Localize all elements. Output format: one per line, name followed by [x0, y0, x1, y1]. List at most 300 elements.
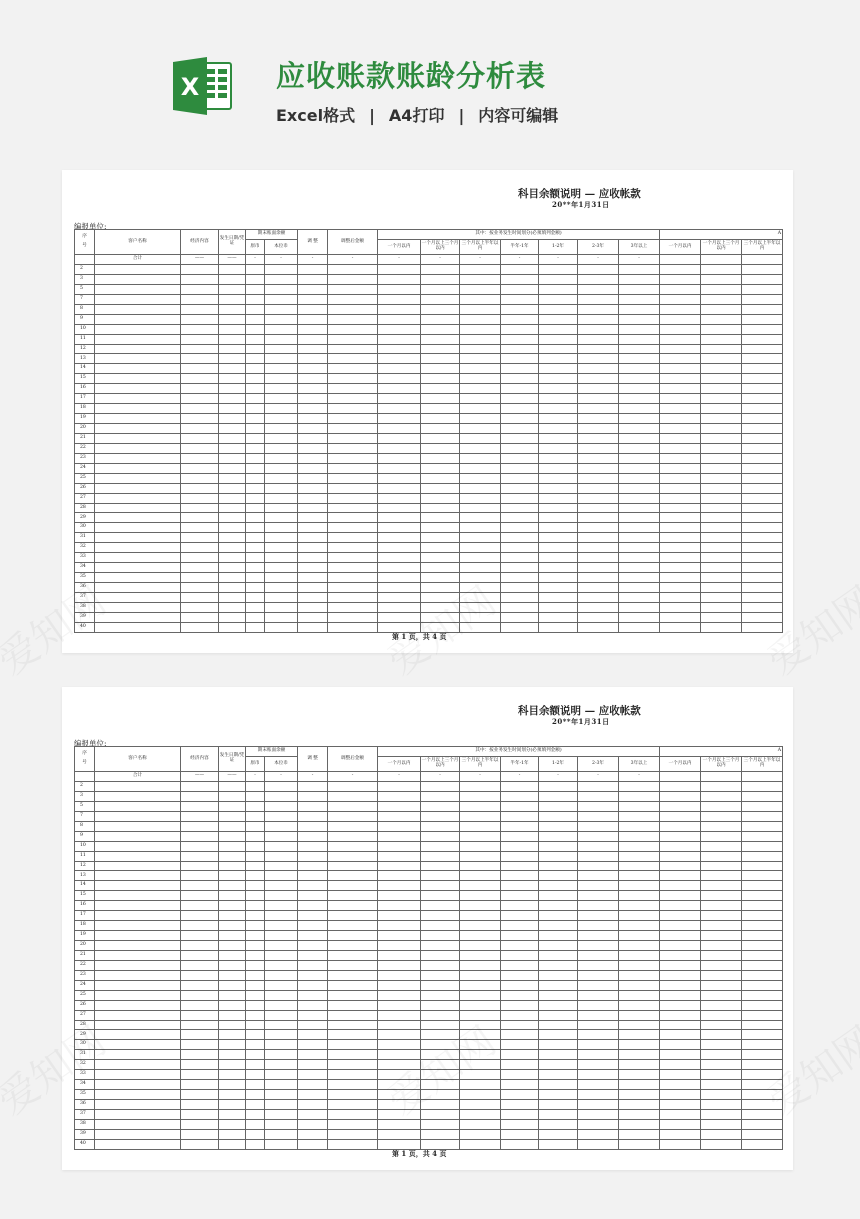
- table-cell: [181, 324, 219, 334]
- table-cell: [421, 1080, 460, 1090]
- table-cell: [378, 941, 421, 951]
- table-cell: [578, 414, 619, 424]
- table-cell: [328, 1040, 378, 1050]
- table-cell: [578, 483, 619, 493]
- table-cell: [298, 871, 328, 881]
- table-cell: [265, 265, 298, 275]
- table-cell: [578, 463, 619, 473]
- table-cell: [421, 622, 460, 632]
- table-cell: [181, 782, 219, 792]
- table-cell: [539, 424, 578, 434]
- table-cell: [378, 1080, 421, 1090]
- table-cell: [219, 1100, 246, 1110]
- table-cell: [328, 1139, 378, 1149]
- table-cell: [660, 871, 701, 881]
- table-cell: [421, 394, 460, 404]
- table-cell: [265, 782, 298, 792]
- table-cell: [701, 463, 742, 473]
- row-number: 35: [75, 573, 95, 583]
- table-cell: [219, 871, 246, 881]
- table-cell: [619, 354, 660, 364]
- table-cell: [460, 901, 501, 911]
- table-cell: [378, 503, 421, 513]
- table-cell: [501, 592, 539, 602]
- table-cell: [246, 1129, 265, 1139]
- table-cell: [181, 1010, 219, 1020]
- table-cell: [742, 791, 783, 801]
- table-cell: [95, 612, 181, 622]
- table-cell: [619, 533, 660, 543]
- table-cell: [246, 861, 265, 871]
- row-number: 39: [75, 1129, 95, 1139]
- table-cell: [539, 374, 578, 384]
- table-cell: [501, 543, 539, 553]
- table-cell: [660, 901, 701, 911]
- table-cell: [246, 324, 265, 334]
- table-cell: [501, 274, 539, 284]
- table-row: [75, 1139, 783, 1149]
- table-cell: [421, 602, 460, 612]
- table-cell: [701, 851, 742, 861]
- row-number: 11: [75, 334, 95, 344]
- table-cell: [298, 1070, 328, 1080]
- table-cell: [219, 861, 246, 871]
- table-cell: [181, 911, 219, 921]
- table-cell: [501, 811, 539, 821]
- table-cell: [660, 414, 701, 424]
- table-cell: [660, 394, 701, 404]
- table-cell: [742, 1000, 783, 1010]
- table-cell: [701, 543, 742, 553]
- sheet-date: 20**年1月31日: [552, 200, 610, 209]
- table-cell: [219, 384, 246, 394]
- table-cell: [328, 453, 378, 463]
- table-cell: [578, 1010, 619, 1020]
- table-cell: [219, 811, 246, 821]
- table-row: [75, 414, 783, 424]
- table-cell: [298, 463, 328, 473]
- table-cell: [378, 791, 421, 801]
- table-cell: [701, 583, 742, 593]
- table-cell: [421, 1139, 460, 1149]
- table-cell: [460, 1000, 501, 1010]
- table-cell: [460, 811, 501, 821]
- table-cell: [460, 344, 501, 354]
- row-number: 12: [75, 344, 95, 354]
- table-cell: [460, 1040, 501, 1050]
- table-row: [75, 791, 783, 801]
- table-cell: [246, 483, 265, 493]
- table-cell: [328, 891, 378, 901]
- table-cell: [460, 433, 501, 443]
- table-cell: [265, 931, 298, 941]
- table-cell: [298, 294, 328, 304]
- table-cell: [265, 563, 298, 573]
- table-cell: [219, 533, 246, 543]
- table-cell: [701, 901, 742, 911]
- table-cell: [265, 533, 298, 543]
- table-cell: [742, 811, 783, 821]
- table-cell: [660, 1060, 701, 1070]
- table-cell: [460, 384, 501, 394]
- table-cell: [265, 1070, 298, 1080]
- table-cell: [701, 404, 742, 414]
- table-cell: [95, 901, 181, 911]
- row-number: 12: [75, 861, 95, 871]
- table-cell: [619, 1020, 660, 1030]
- table-cell: [578, 1080, 619, 1090]
- table-cell: [539, 1000, 578, 1010]
- row-number: 10: [75, 324, 95, 334]
- table-row: [75, 881, 783, 891]
- table-cell: [539, 354, 578, 364]
- table-row: [75, 453, 783, 463]
- table-cell: [95, 573, 181, 583]
- table-cell: [539, 364, 578, 374]
- table-cell: [328, 573, 378, 583]
- table-cell: [328, 1109, 378, 1119]
- table-cell: [298, 404, 328, 414]
- table-cell: [219, 831, 246, 841]
- table-cell: [328, 811, 378, 821]
- table-cell: [328, 324, 378, 334]
- col-aging: 1-2年: [539, 240, 578, 255]
- table-cell: [539, 941, 578, 951]
- table-cell: [181, 513, 219, 523]
- table-row: [75, 831, 783, 841]
- table-cell: [619, 553, 660, 563]
- table-cell: [265, 831, 298, 841]
- table-cell: [742, 1100, 783, 1110]
- table-cell: [578, 513, 619, 523]
- table-cell: [95, 821, 181, 831]
- table-cell: [460, 801, 501, 811]
- table-cell: [219, 493, 246, 503]
- table-cell: [619, 960, 660, 970]
- table-cell: [328, 592, 378, 602]
- table-cell: [539, 274, 578, 284]
- table-cell: [660, 931, 701, 941]
- table-cell: [701, 424, 742, 434]
- table-cell: [298, 960, 328, 970]
- table-cell: [265, 543, 298, 553]
- col-aging: 1-2年: [539, 757, 578, 772]
- table-cell: [265, 980, 298, 990]
- table-cell: [378, 394, 421, 404]
- table-cell: [660, 1119, 701, 1129]
- table-cell: [421, 1040, 460, 1050]
- table-cell: [421, 782, 460, 792]
- table-cell: [378, 553, 421, 563]
- table-cell: [539, 1040, 578, 1050]
- table-cell: [181, 1090, 219, 1100]
- table-cell: [181, 354, 219, 364]
- table-row: [75, 950, 783, 960]
- table-cell: [742, 841, 783, 851]
- table-cell: [742, 622, 783, 632]
- table-cell: [378, 990, 421, 1000]
- table-cell: [578, 1020, 619, 1030]
- table-cell: [660, 1010, 701, 1020]
- col-customer: 客户名称: [95, 747, 181, 772]
- table-cell: [265, 1139, 298, 1149]
- table-cell: [421, 821, 460, 831]
- table-cell: [460, 841, 501, 851]
- table-cell: [460, 324, 501, 334]
- table-cell: [460, 871, 501, 881]
- table-cell: [701, 1080, 742, 1090]
- col-aging: 半年-1年: [501, 757, 539, 772]
- table-cell: [328, 404, 378, 414]
- table-cell: [378, 424, 421, 434]
- table-cell: [219, 374, 246, 384]
- row-number: 37: [75, 592, 95, 602]
- row-number: 13: [75, 354, 95, 364]
- table-cell: [578, 990, 619, 1000]
- table-cell: [578, 344, 619, 354]
- table-row: [75, 433, 783, 443]
- table-cell: [578, 1119, 619, 1129]
- table-cell: [378, 612, 421, 622]
- table-cell: [460, 791, 501, 801]
- table-cell: [578, 404, 619, 414]
- table-cell: [298, 881, 328, 891]
- table-cell: [701, 1139, 742, 1149]
- table-cell: [378, 404, 421, 414]
- col-orig-currency: 原币: [246, 240, 265, 255]
- table-cell: [328, 583, 378, 593]
- table-cell: [181, 831, 219, 841]
- table-cell: [298, 483, 328, 493]
- table-cell: [701, 443, 742, 453]
- table-cell: [265, 1109, 298, 1119]
- table-cell: [742, 443, 783, 453]
- table-cell: [619, 463, 660, 473]
- table-cell: [421, 960, 460, 970]
- table-cell: [181, 811, 219, 821]
- table-cell: [742, 294, 783, 304]
- table-cell: [539, 1100, 578, 1110]
- table-cell: [539, 523, 578, 533]
- table-cell: [460, 533, 501, 543]
- table-cell: [701, 1090, 742, 1100]
- table-cell: [95, 414, 181, 424]
- table-cell: [539, 1020, 578, 1030]
- col-adjust: 调 整: [298, 230, 328, 255]
- table-cell: [181, 443, 219, 453]
- table-cell: [460, 921, 501, 931]
- table-cell: [660, 533, 701, 543]
- table-cell: [328, 801, 378, 811]
- table-cell: [421, 433, 460, 443]
- table-cell: [378, 881, 421, 891]
- table-cell: [701, 1010, 742, 1020]
- table-cell: [219, 1040, 246, 1050]
- table-cell: [578, 911, 619, 921]
- table-cell: [246, 901, 265, 911]
- table-cell: [219, 960, 246, 970]
- table-cell: [539, 473, 578, 483]
- col-extra: 三个月以上半年以内: [742, 240, 783, 255]
- table-cell: [619, 374, 660, 384]
- table-cell: [539, 921, 578, 931]
- table-cell: [421, 811, 460, 821]
- table-cell: [181, 384, 219, 394]
- subtitle: [276, 103, 558, 126]
- table-cell: [265, 1060, 298, 1070]
- table-cell: [265, 861, 298, 871]
- table-cell: [578, 1030, 619, 1040]
- col-date: 发生日期/凭证: [219, 747, 246, 772]
- row-number: 15: [75, 374, 95, 384]
- excel-icon-letter: X: [180, 73, 200, 101]
- table-cell: [619, 970, 660, 980]
- table-cell: [95, 344, 181, 354]
- table-cell: [219, 1010, 246, 1020]
- row-number: 19: [75, 414, 95, 424]
- table-cell: [742, 453, 783, 463]
- table-cell: [742, 583, 783, 593]
- table-cell: [421, 583, 460, 593]
- table-cell: [701, 1030, 742, 1040]
- table-cell: [219, 622, 246, 632]
- table-cell: [701, 304, 742, 314]
- table-cell: [742, 861, 783, 871]
- table-cell: [421, 463, 460, 473]
- table-cell: [181, 931, 219, 941]
- table-cell: [460, 334, 501, 344]
- table-cell: [328, 1000, 378, 1010]
- table-cell: [578, 612, 619, 622]
- table-cell: [742, 324, 783, 334]
- table-cell: [421, 791, 460, 801]
- table-cell: [181, 334, 219, 344]
- table-cell: [619, 404, 660, 414]
- table-cell: [501, 404, 539, 414]
- table-row: [75, 980, 783, 990]
- table-cell: [460, 543, 501, 553]
- table-cell: [539, 334, 578, 344]
- col-seq: 序 号: [75, 230, 95, 255]
- table-cell: [742, 1070, 783, 1080]
- table-cell: [219, 553, 246, 563]
- table-cell: [421, 871, 460, 881]
- total-row: 合计 —— —— - - - - - - - - - - -: [75, 772, 783, 782]
- table-cell: [95, 911, 181, 921]
- page-footer: 第 1 页，共 4 页: [392, 1149, 447, 1158]
- table-cell: [742, 483, 783, 493]
- table-cell: [460, 274, 501, 284]
- row-number: 16: [75, 901, 95, 911]
- table-cell: [219, 344, 246, 354]
- table-cell: [742, 1030, 783, 1040]
- row-number: 8: [75, 304, 95, 314]
- table-cell: [265, 911, 298, 921]
- table-cell: [742, 980, 783, 990]
- table-cell: [181, 563, 219, 573]
- table-cell: [181, 612, 219, 622]
- row-number: 3: [75, 274, 95, 284]
- table-cell: [619, 294, 660, 304]
- table-row: [75, 1100, 783, 1110]
- table-cell: [181, 583, 219, 593]
- table-cell: [742, 901, 783, 911]
- table-cell: [246, 602, 265, 612]
- table-cell: [219, 841, 246, 851]
- table-cell: [539, 563, 578, 573]
- table-cell: [421, 911, 460, 921]
- table-cell: [181, 364, 219, 374]
- table-cell: [421, 364, 460, 374]
- table-cell: [246, 583, 265, 593]
- row-number: 21: [75, 433, 95, 443]
- table-cell: [701, 592, 742, 602]
- table-row: [75, 583, 783, 593]
- table-cell: [539, 851, 578, 861]
- col-extra: 一个月以内: [660, 757, 701, 772]
- table-cell: [378, 851, 421, 861]
- table-cell: [95, 265, 181, 275]
- table-cell: [298, 543, 328, 553]
- table-cell: [421, 354, 460, 364]
- table-cell: [460, 1139, 501, 1149]
- table-cell: [328, 861, 378, 871]
- sheet-title: 科目余额说明 — 应收帐款: [518, 188, 641, 200]
- table-cell: [619, 414, 660, 424]
- table-cell: [660, 1020, 701, 1030]
- table-cell: [460, 1020, 501, 1030]
- table-cell: [328, 314, 378, 324]
- table-cell: [95, 324, 181, 334]
- table-cell: [742, 941, 783, 951]
- table-cell: [619, 1050, 660, 1060]
- table-cell: [539, 602, 578, 612]
- table-cell: [378, 1050, 421, 1060]
- table-cell: [246, 1030, 265, 1040]
- table-cell: [539, 1010, 578, 1020]
- table-cell: [539, 1119, 578, 1129]
- table-cell: [265, 602, 298, 612]
- table-cell: [246, 304, 265, 314]
- table-cell: [95, 424, 181, 434]
- unit-label: 编报单位:: [74, 739, 107, 748]
- table-cell: [265, 344, 298, 354]
- table-cell: [265, 414, 298, 424]
- table-cell: [246, 573, 265, 583]
- table-cell: [619, 503, 660, 513]
- table-cell: [619, 980, 660, 990]
- col-orig-currency: 原币: [246, 757, 265, 772]
- row-number: 15: [75, 891, 95, 901]
- table-cell: [539, 394, 578, 404]
- table-cell: [701, 503, 742, 513]
- corner-mark: A: [660, 747, 783, 757]
- table-cell: [298, 304, 328, 314]
- table-cell: [219, 911, 246, 921]
- table-cell: [421, 941, 460, 951]
- corner-mark: A: [660, 230, 783, 240]
- table-cell: [95, 493, 181, 503]
- table-cell: [246, 314, 265, 324]
- table-cell: [95, 374, 181, 384]
- table-cell: [742, 265, 783, 275]
- col-local-currency: 本位币: [265, 757, 298, 772]
- table-cell: [701, 1020, 742, 1030]
- table-cell: [219, 443, 246, 453]
- table-cell: [298, 523, 328, 533]
- table-cell: [328, 513, 378, 523]
- table-cell: [219, 612, 246, 622]
